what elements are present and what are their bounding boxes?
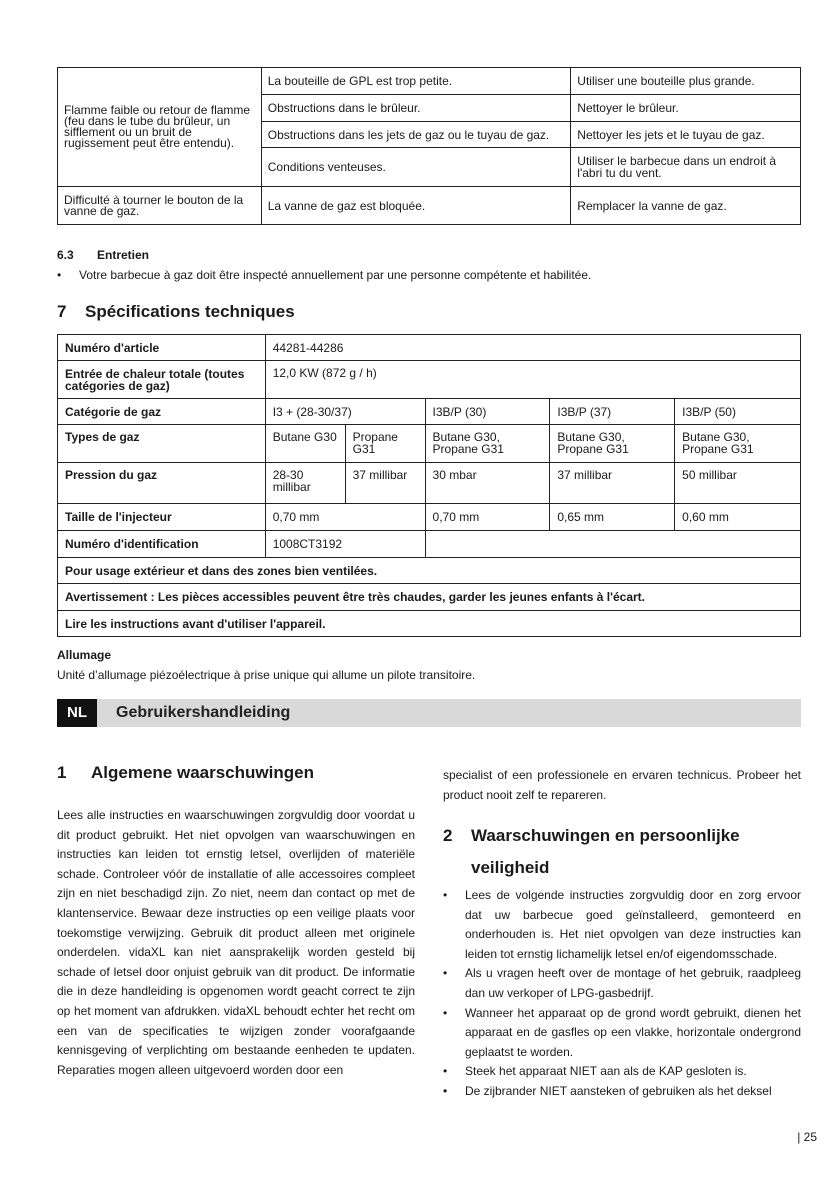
bullet-icon: • [443, 888, 448, 902]
bullet-text: De zijbrander NIET aansteken of gebruiken als het deksel [465, 1083, 772, 1098]
spec-value: 0,65 mm [550, 504, 675, 531]
spec-label: Numéro d'article [58, 335, 266, 361]
symptom-cell: Flamme faible ou retour de flamme (feu dans le tube du brûleur, un sifflement ou un bruit de rugissement peut être entendu). [58, 68, 262, 187]
bullet-icon: • [443, 1064, 448, 1079]
bullet-text: Lees de volgende instructies zorgvuldig door en zorg ervoor dat uw barbecue goed geïnstalleerd, gemonteerd en onderhouden is. Het niet opvolgen van deze instructies kan leiden tot ernstig lichamelijk letsel en/of eigendomsschade. [465, 888, 801, 961]
solution-cell: Remplacer la vanne de gaz. [571, 187, 801, 225]
allumage-text: Unité d’allumage piézoélectrique à prise unique qui allume un pilote transitoire. [57, 668, 476, 682]
section-title: Spécifications techniques [85, 302, 295, 321]
cause-cell: La bouteille de GPL est trop petite. [261, 68, 571, 95]
section-heading-entretien [57, 248, 149, 262]
list-item [443, 1004, 801, 1063]
spec-value: 1008CT3192 [265, 531, 425, 558]
spec-label: Types de gaz [58, 425, 266, 463]
spec-value: Propane G31 [345, 425, 425, 463]
manual-title: Gebruikershandleiding [116, 704, 291, 721]
section-title: Algemene waarschuwingen [91, 763, 314, 782]
cause-cell: La vanne de gaz est bloquée. [261, 187, 571, 225]
section-heading-waarschuwingen-veiligheid [443, 820, 801, 884]
solution-cell: Nettoyer les jets et le tuyau de gaz. [571, 122, 801, 148]
bullet-icon: • [443, 966, 448, 981]
solution-cell: Nettoyer le brûleur. [571, 95, 801, 122]
bullet-icon: • [443, 1083, 448, 1098]
section-title: Entretien [97, 248, 150, 262]
spec-label: Numéro d'identification [58, 531, 266, 558]
list-item [443, 886, 801, 964]
spec-value: I3B/P (37) [550, 399, 675, 425]
spec-value: 28-30 millibar [265, 463, 345, 504]
language-badge: NL [57, 699, 97, 727]
page-number: | 25 [797, 1130, 817, 1144]
general-warnings-continuation: specialist of een professionele en ervaren technicus. Probeer het product nooit zelf te repareren. [443, 768, 801, 802]
spec-value: Butane G30, Propane G31 [550, 425, 675, 463]
solution-cell: Utiliser le barbecue dans un endroit à l'abri tu du vent. [571, 148, 801, 187]
bullet-text: Steek het apparaat NIET aan als de KAP gesloten is. [465, 1064, 747, 1079]
cause-cell: Obstructions dans le brûleur. [261, 95, 571, 122]
bullet-icon: • [57, 268, 62, 282]
maintenance-bullet [57, 268, 591, 282]
spec-value: Butane G30, Propane G31 [675, 425, 801, 463]
general-warnings-paragraph: Lees alle instructies en waarschuwingen zorgvuldig door voordat u dit product gebruikt. Het niet opvolgen van waarschuwingen en instructies kan leiden tot ernstig letsel, overlijden of materiële schade. Controleer vóór de installatie of alle accessoires compleet zijn en niet beschadigd zijn. Zo niet, neem dan contact op met de klantenservice. Bewaar deze instructies op een veilige plaats voor toekomstige verwijzing. Gebruik dit product alleen met originele onderdelen. vidaXL kan niet aansprakelijk worden gesteld bij schade of letsel door onjuist gebruik van dit product. De informatie die in deze handleiding is opgenomen wordt geacht correct te zijn op het moment van afdrukken. vidaXL behoudt echter het recht om een van de specificaties te wijzigen zonder voorafgaande kennisgeving of verplichting om bestaande eenheden te updaten. Reparaties mogen alleen uitgevoerd worden door een [57, 808, 415, 1077]
bullet-text: Votre barbecue à gaz doit être inspecté annuellement par une personne compétente et habilitée. [79, 268, 592, 282]
solution-cell: Utiliser une bouteille plus grande. [571, 68, 801, 95]
specifications-table [57, 334, 801, 637]
list-item [443, 1062, 801, 1082]
spec-value: 37 millibar [550, 463, 675, 504]
spec-value: I3B/P (30) [425, 399, 550, 425]
spec-empty-cell [425, 531, 800, 558]
section-heading-specifications [57, 302, 295, 322]
spec-note: Avertissement : Les pièces accessibles peuvent être très chaudes, garder les jeunes enfants à l'écart. [58, 584, 801, 611]
spec-value: 0,60 mm [675, 504, 801, 531]
spec-label: Taille de l'injecteur [58, 504, 266, 531]
safety-bullet-list [443, 886, 801, 1102]
section-number: 1 [57, 763, 67, 782]
spec-value: 12,0 KW (872 g / h) [265, 361, 800, 399]
bullet-text: Wanneer het apparaat op de grond wordt gebruikt, dienen het apparaat en de gasfles op een vlakke, horizontale ondergrond geplaatst te worden. [465, 1005, 801, 1059]
spec-value: 30 mbar [425, 463, 550, 504]
section-title-line2: veiligheid [471, 858, 550, 877]
spec-value: 37 millibar [345, 463, 425, 504]
spec-value: I3B/P (50) [675, 399, 801, 425]
spec-value: I3 + (28-30/37) [265, 399, 425, 425]
troubleshooting-table [57, 67, 801, 225]
symptom-cell: Difficulté à tourner le bouton de la vanne de gaz. [58, 187, 262, 225]
section-number: 7 [57, 302, 67, 321]
spec-note: Pour usage extérieur et dans des zones bien ventilées. [58, 558, 801, 584]
section-title-line1: Waarschuwingen en persoonlijke [471, 826, 740, 845]
bullet-text: Als u vragen heeft over de montage of het gebruik, raadpleeg dan uw verkoper of LPG-gasbedrijf. [465, 966, 801, 1000]
spec-value: 0,70 mm [265, 504, 425, 531]
list-item [443, 1082, 801, 1102]
list-item [443, 964, 801, 1003]
section-number: 2 [443, 826, 453, 845]
spec-note: Lire les instructions avant d'utiliser l'appareil. [58, 611, 801, 637]
section-number: 6.3 [57, 248, 74, 262]
spec-value: Butane G30, Propane G31 [425, 425, 550, 463]
section-heading-algemene-waarschuwingen [57, 763, 314, 783]
language-header-bar [57, 699, 801, 727]
cause-cell: Conditions venteuses. [261, 148, 571, 187]
spec-value: 44281-44286 [265, 335, 800, 361]
spec-label: Pression du gaz [58, 463, 266, 504]
spec-value: 0,70 mm [425, 504, 550, 531]
spec-label: Entrée de chaleur totale (toutes catégories de gaz) [58, 361, 266, 399]
spec-value: Butane G30 [265, 425, 345, 463]
spec-label: Catégorie de gaz [58, 399, 266, 425]
allumage-title: Allumage [57, 648, 112, 662]
cause-cell: Obstructions dans les jets de gaz ou le tuyau de gaz. [261, 122, 571, 148]
bullet-icon: • [443, 1005, 448, 1020]
spec-value: 50 millibar [675, 463, 801, 504]
